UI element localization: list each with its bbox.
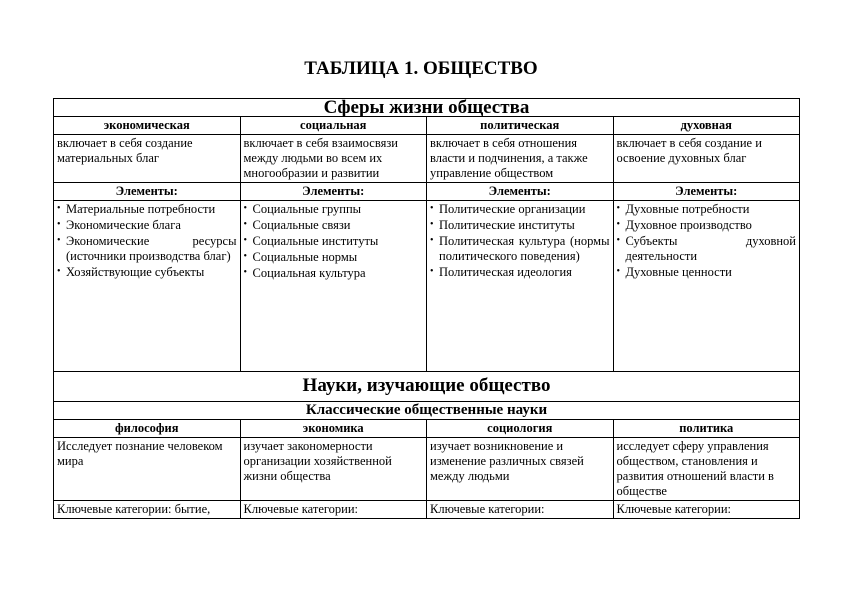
sciences-heading: Науки, изучающие общество <box>54 372 800 402</box>
list-item: • Духовное производство <box>617 218 797 233</box>
sphere-name-social: социальная <box>240 117 427 135</box>
sphere-name-economic: экономическая <box>54 117 241 135</box>
science-name-philosophy: философия <box>54 420 241 438</box>
elements-label-social: Элементы: <box>240 183 427 201</box>
science-name-politics: политика <box>613 420 800 438</box>
elements-label-political: Элементы: <box>427 183 614 201</box>
science-key-politics: Ключевые категории: <box>613 501 800 519</box>
science-description-economics: изучает закономерности организации хозяйственной жизни общества <box>240 438 427 501</box>
sphere-name-political: политическая <box>427 117 614 135</box>
sphere-description-political: включает в себя отношения власти и подчинения, а также управление обществом <box>427 135 614 183</box>
sciences-subheading: Классические общественные науки <box>54 402 800 420</box>
science-description-politics: исследует сферу управления обществом, становления и развития отношений власти в обществе <box>613 438 800 501</box>
list-item: • Духовные ценности <box>617 265 797 280</box>
science-description-sociology: изучает возникновение и изменение различных связей между людьми <box>427 438 614 501</box>
list-item: • Политическая идеология <box>430 265 610 280</box>
elements-label-spiritual: Элементы: <box>613 183 800 201</box>
list-item: • Экономические блага <box>57 218 237 233</box>
elements-cell-economic <box>54 201 241 372</box>
list-item: • Политические институты <box>430 218 610 233</box>
society-table <box>53 98 800 519</box>
elements-cell-social <box>240 201 427 372</box>
science-name-sociology: социология <box>427 420 614 438</box>
science-name-economics: экономика <box>240 420 427 438</box>
list-item: • Социальная культура <box>244 266 424 281</box>
sphere-name-spiritual: духовная <box>613 117 800 135</box>
list-item: • Хозяйствующие субъекты <box>57 265 237 280</box>
sphere-description-spiritual: включает в себя создание и освоение духовных благ <box>613 135 800 183</box>
science-key-sociology: Ключевые категории: <box>427 501 614 519</box>
elements-cell-political <box>427 201 614 372</box>
science-description-philosophy: Исследует познание человеком мира <box>54 438 241 501</box>
elements-cell-spiritual <box>613 201 800 372</box>
list-item: • Политические организации <box>430 202 610 217</box>
science-key-economics: Ключевые категории: <box>240 501 427 519</box>
sphere-description-economic: включает в себя создание материальных благ <box>54 135 241 183</box>
list-item: • Социальные институты <box>244 234 424 249</box>
list-item: • Социальные нормы <box>244 250 424 265</box>
list-item: • Социальные группы <box>244 202 424 217</box>
spheres-heading: Сферы жизни общества <box>54 99 800 117</box>
sphere-description-social: включает в себя взаимосвязи между людьми во всем их многообразии и развитии <box>240 135 427 183</box>
list-item: • Социальные связи <box>244 218 424 233</box>
list-item: • Субъекты духовной деятельности <box>617 234 797 264</box>
page-title: ТАБЛИЦА 1. ОБЩЕСТВО <box>304 58 538 79</box>
list-item: • Политическая культура (нормы политического поведения) <box>430 234 610 264</box>
list-item: • Экономические ресурсы (источники производства благ) <box>57 234 237 264</box>
elements-label-economic: Элементы: <box>54 183 241 201</box>
list-item: • Материальные потребности <box>57 202 237 217</box>
list-item: • Духовные потребности <box>617 202 797 217</box>
science-key-philosophy: Ключевые категории: бытие, <box>54 501 241 519</box>
